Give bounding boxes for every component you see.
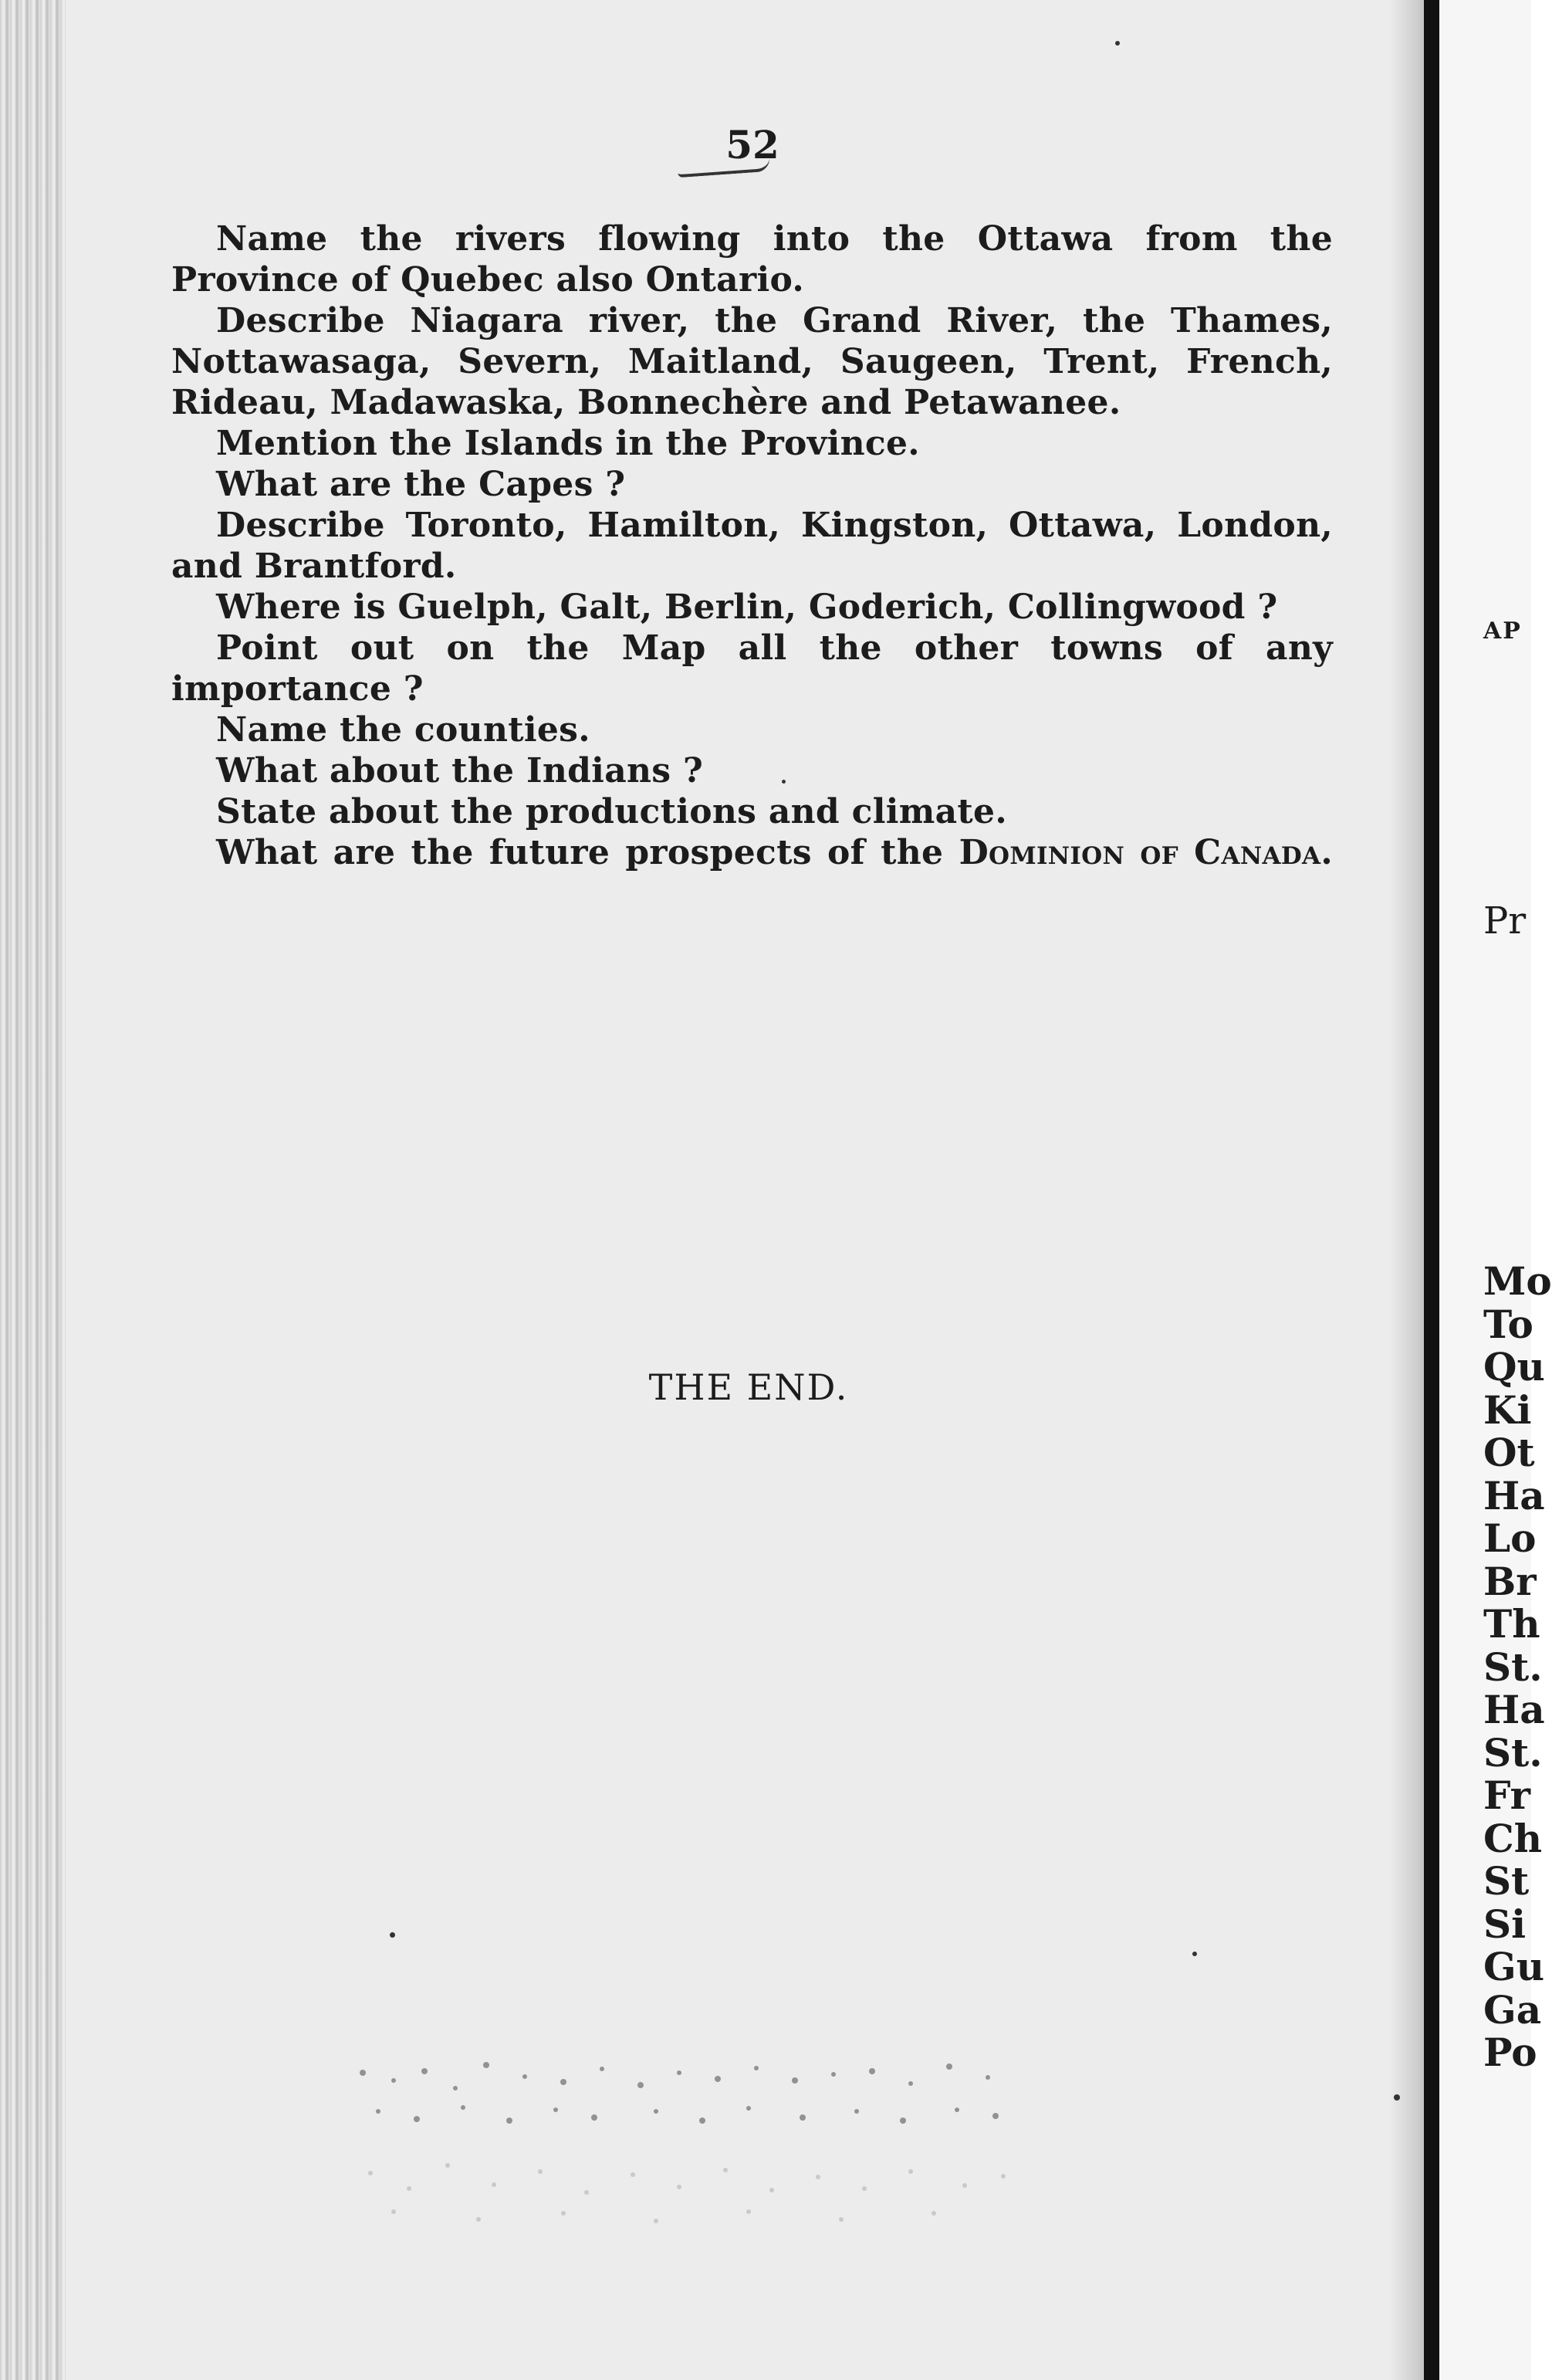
list-item: Po [1483,2030,1537,2075]
question-item: State about the productions and climate. [216,792,1007,831]
question-list [171,218,1333,873]
print-speck [1192,1952,1197,1956]
page-number: 52 [725,122,779,168]
print-speck [1394,2094,1400,2101]
list-item: Qu [1483,1344,1545,1390]
list-item: Mo [1483,1258,1552,1304]
list-item: Ga [1483,1986,1542,2033]
list-item: Ch [1483,1815,1543,1861]
print-speck [1115,41,1120,46]
question-item: What about the Indians ? [216,751,704,791]
list-item: Ha [1483,1472,1545,1518]
list-item: Br [1483,1558,1537,1604]
list-item: St. [1483,1729,1543,1776]
question-item: Name the rivers flowing into the Ottawa from the Province of Quebec also Ontario. [171,219,1333,300]
print-speck [782,780,786,784]
list-item: St [1483,1858,1530,1904]
right-page-heading: AP [1483,618,1522,645]
page-divider [1424,0,1439,2380]
list-item: Fr [1483,1772,1530,1818]
faded-stamp-watermark [332,2034,1104,2235]
question-item: Point out on the Map all the other towns of any importance ? [171,628,1333,709]
list-item: Gu [1483,1944,1545,1989]
question-item: Describe Toronto, Hamilton, Kingston, Ottawa, London, and Brantford. [171,506,1333,586]
list-item: Ot [1483,1430,1535,1475]
question-item: Where is Guelph, Galt, Berlin, Goderich, Collingwood ? [216,587,1278,627]
list-item: To [1483,1301,1533,1347]
question-item: Describe Niagara river, the Grand River, the Thames, Nottawasaga, Severn, Maitland, Saugeen, Trent, French, Rideau, Madawaska, Bonnechère and Petawanee. [171,301,1333,422]
list-item: Ki [1483,1386,1532,1433]
list-item: Lo [1483,1515,1537,1561]
question-item: Name the counties. [216,710,590,750]
right-page-list [1483,1260,1552,2074]
right-page-subheading: Pr [1483,899,1527,943]
gutter-shadow [1389,0,1428,2380]
question-item: What are the Capes ? [216,465,626,504]
dominion-of-canada-text: Dominion of Canada. [959,833,1334,872]
list-item: Si [1483,1901,1527,1947]
right-page-fragment [1439,0,1552,2380]
pen-mark-decoration [678,157,771,178]
list-item: Ha [1483,1687,1545,1732]
list-item: Th [1483,1601,1540,1647]
the-end-heading: THE END. [648,1366,849,1408]
print-speck [390,1932,395,1938]
question-item: Mention the Islands in the Province. [216,424,920,463]
final-question [171,832,1333,873]
list-item: St. [1483,1644,1543,1690]
final-question-text: What are the future prospects of the [216,833,944,872]
binding-edge [0,0,66,2380]
